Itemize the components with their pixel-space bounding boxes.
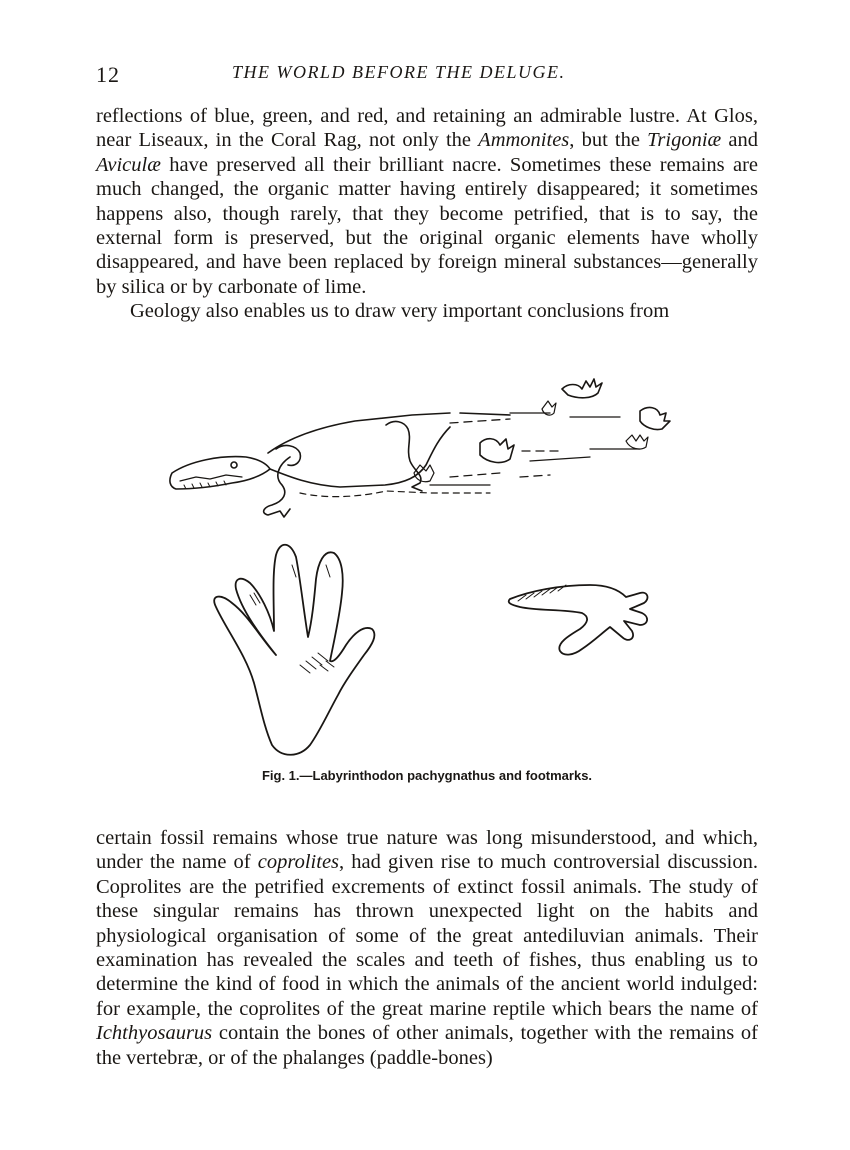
- body-paragraph-bottom: [96, 826, 758, 1070]
- figure-illustration: [150, 365, 710, 765]
- footprint-small-5: [480, 439, 514, 463]
- italic-term: coprolites: [257, 851, 340, 874]
- figure-caption-text: —Labyrinthodon pachygnathus and footmarks.: [299, 768, 593, 783]
- creature-back: [268, 413, 510, 453]
- body-paragraph-top: [96, 104, 758, 324]
- creature-belly: [300, 491, 490, 497]
- creature-jaw: [180, 475, 242, 481]
- italic-term: Trigoniæ: [647, 129, 722, 152]
- footprint-small-4: [626, 435, 648, 449]
- text-run: Geology also enables us to draw very important conclusions from: [130, 300, 670, 323]
- figure-caption: [96, 768, 758, 783]
- italic-term: Ammonites: [478, 129, 570, 152]
- text-run: contain the bones of other animals, together with the remains of the vertebræ, or of the phalanges (paddle-bones): [96, 1022, 758, 1069]
- text-run: and: [721, 129, 758, 152]
- running-title: THE WORLD BEFORE THE DELUGE.: [232, 62, 566, 82]
- creature-tail-dashes: [450, 419, 560, 477]
- trackway-lines: [430, 413, 640, 485]
- footprint-small-1: [562, 379, 602, 398]
- footprint-large-hind-hatching: [250, 565, 334, 673]
- text-run: have preserved all their brilliant nacre. Sometimes these remains are much changed, the organic matter having entirely disappeared; it sometimes happens also, though rarely, that they become petrified, that is to say, the external form is preserved, but the original organic elements have wholly disappeared, and have been replaced by foreign mineral substances—generally by silica or by carbonate of lime.: [96, 153, 758, 298]
- page-number: 12: [96, 62, 120, 87]
- text-run: certain fossil remains whose true nature was long misunderstood, and which, under the name of: [96, 827, 758, 874]
- creature-head: [170, 457, 270, 489]
- creature-body: [270, 427, 450, 487]
- footprint-small-3: [640, 408, 670, 430]
- italic-term: Aviculæ: [96, 153, 161, 176]
- figure-label: Fig. 1.: [261, 768, 300, 783]
- creature-shoulder: [276, 446, 300, 466]
- labyrinthodon-illustration: [150, 365, 710, 765]
- italic-term: Ichthyosaurus: [96, 1022, 213, 1045]
- text-run: , had given rise to much controversial discussion. Coprolites are the petrified excrements of extinct fossil animals. The study of these singular remains has thrown unexpected light on the habits and physiological organisation of some of the great antediluvian animals. Their examination has revealed the scales and teeth of fishes, thus enabling us to determine the kind of food in which the animals of the ancient world indulged: for example, the coprolites of the great marine reptile which bears the name of: [96, 851, 758, 1020]
- text-run: reflections of blue, green, and red, and retaining an admirable lustre. At Glos, near Liseaux, in the Coral Rag, not only the: [96, 105, 758, 152]
- text-run: , but the: [569, 129, 648, 152]
- creature-eye: [231, 462, 237, 468]
- footprint-large-hind: [214, 545, 374, 755]
- footprint-large-front: [509, 585, 648, 655]
